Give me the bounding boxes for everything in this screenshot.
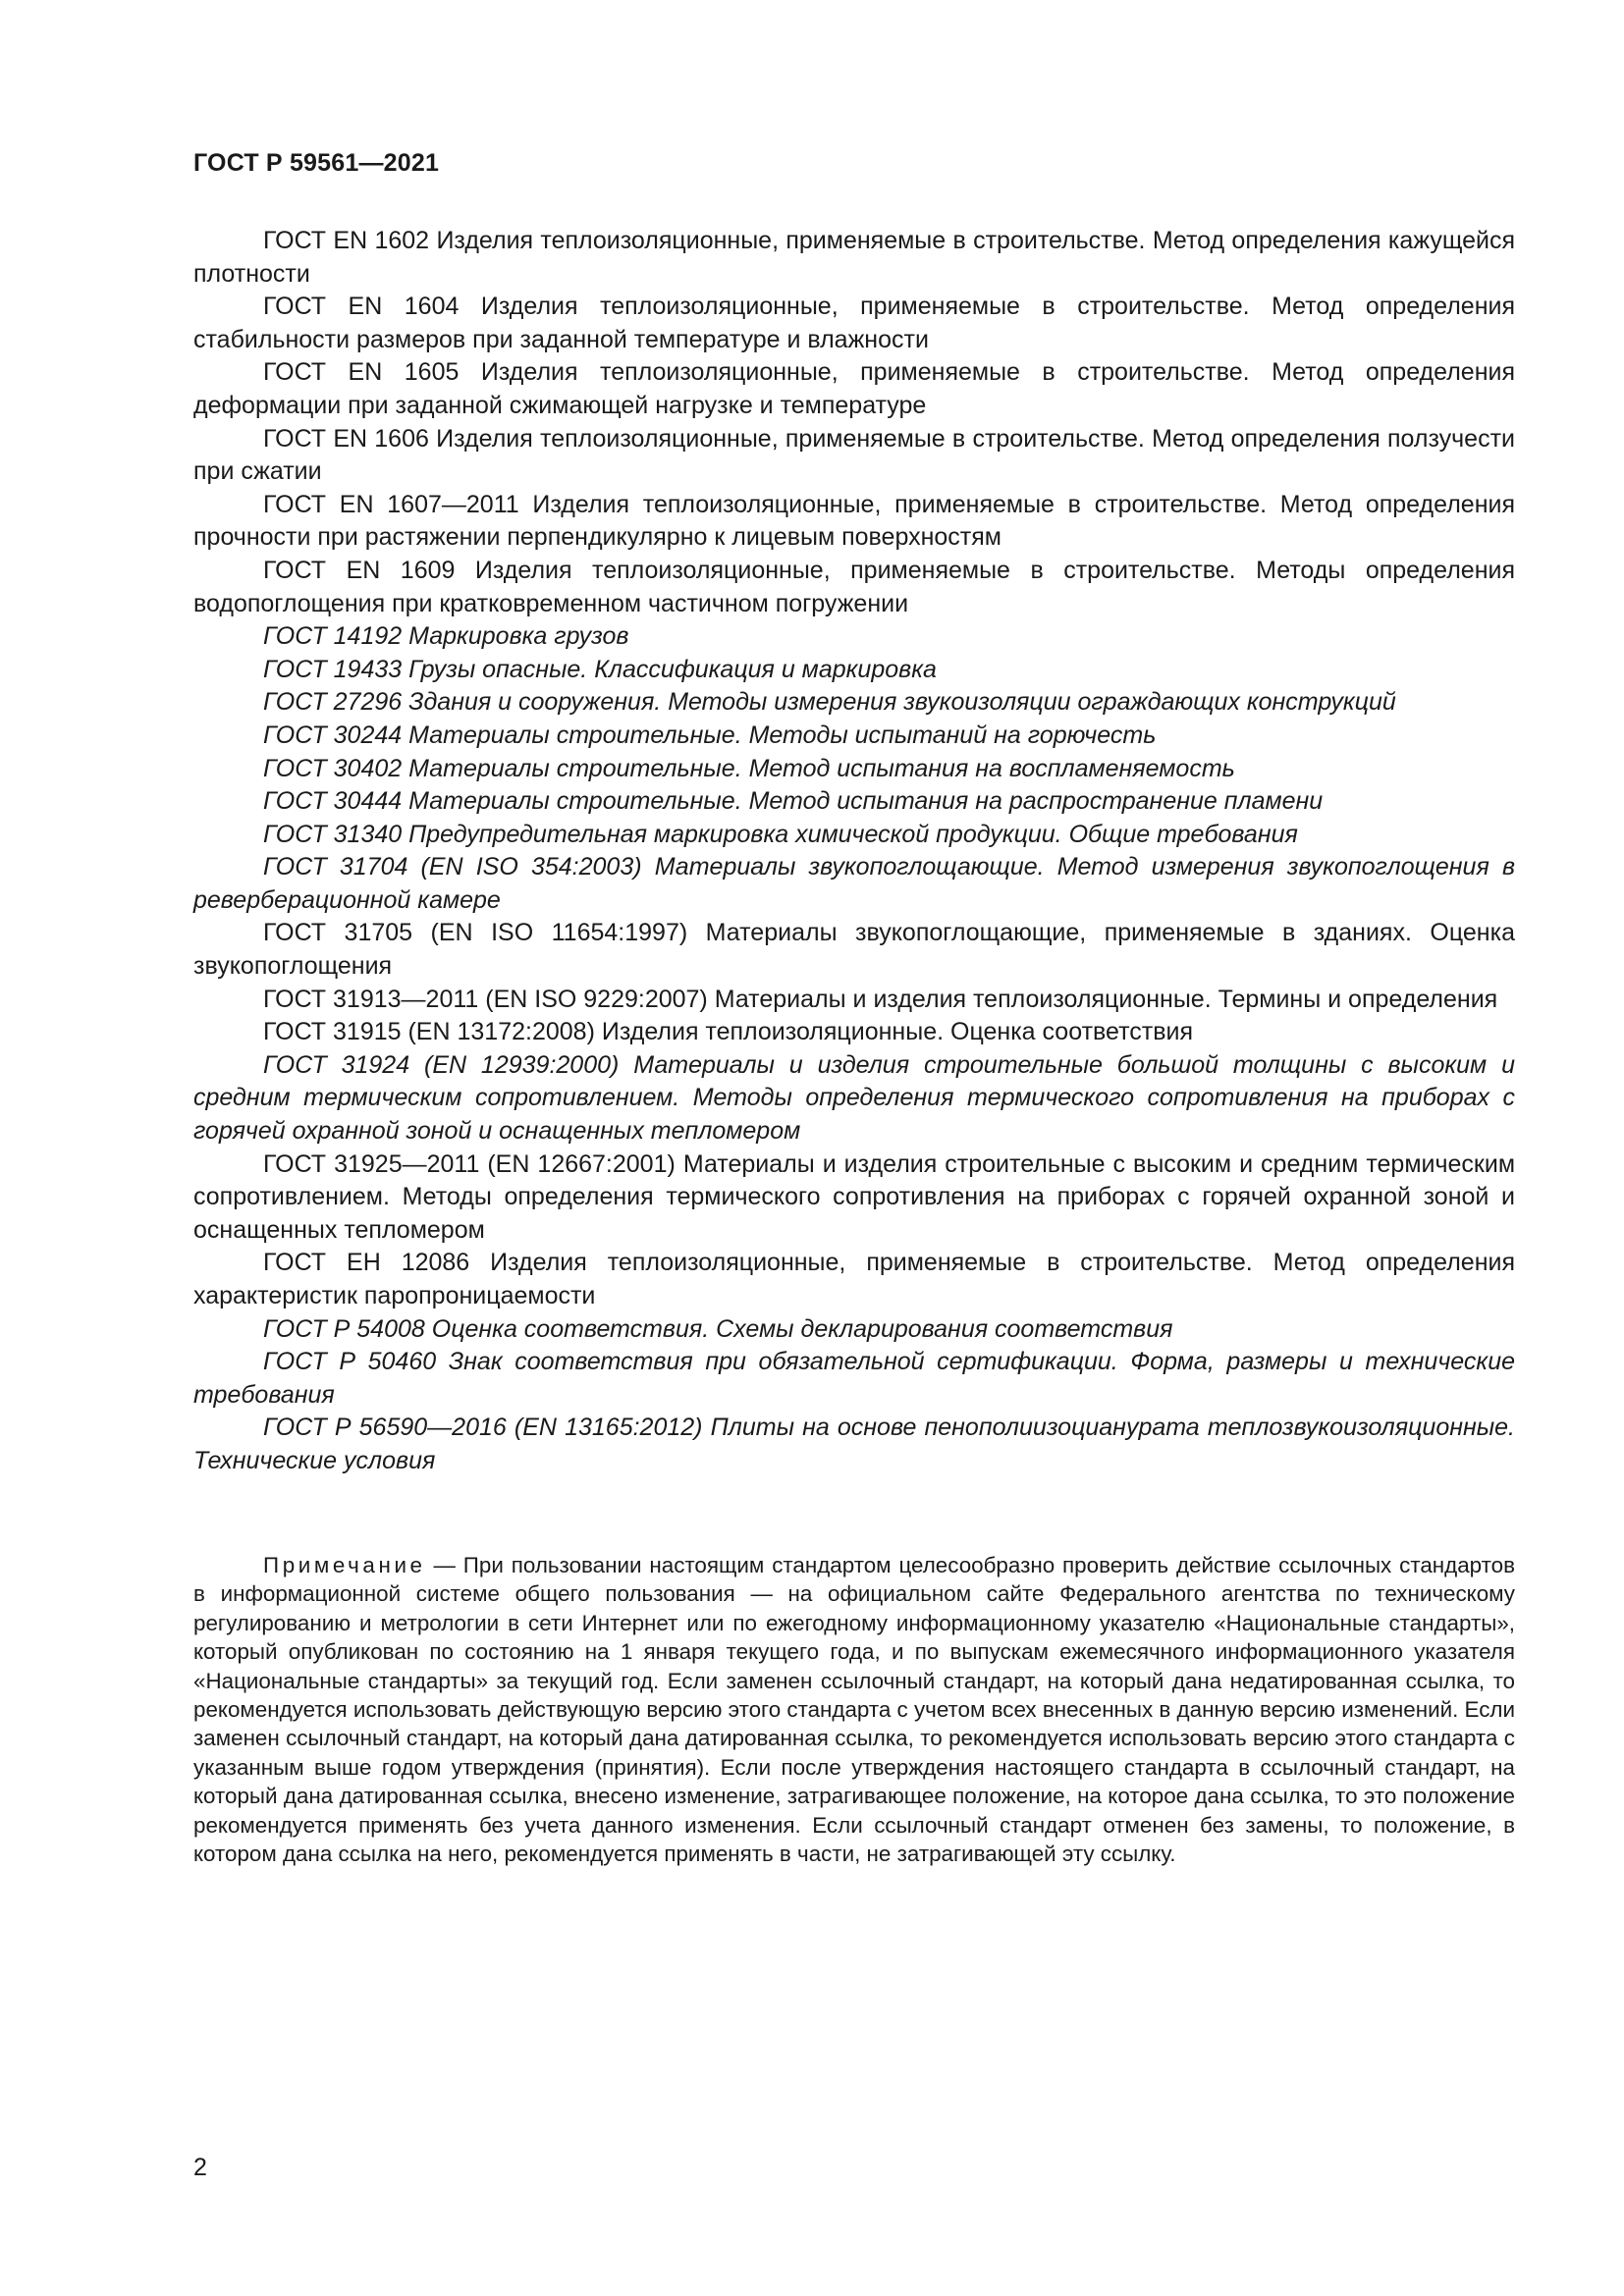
reference-title: Материалы и изделия строительные большой толщины с высоким и средним термическим сопротивлением. Методы определения термического сопротивления на приборах с горячей охранной зоной и оснащенных тепломером <box>193 1050 1515 1146</box>
reference-title: Материалы строительные. Метод испытания на распространение пламени <box>408 787 1324 816</box>
reference-title: Знак соответствия при обязательной сертификации. Форма, размеры и технические требования <box>193 1348 1516 1409</box>
reference-item <box>193 1148 1515 1248</box>
reference-title: Изделия теплоизоляционные, применяемые в строительстве. Метод определения стабильности размеров при заданной температуре и влажности <box>193 293 1516 353</box>
reference-code: ГОСТ 31925—2011 (EN 12667:2001) <box>263 1149 676 1178</box>
note-block <box>193 1551 1515 1868</box>
reference-item <box>193 785 1515 819</box>
reference-item <box>193 753 1515 786</box>
reference-code: ГОСТ 30402 <box>263 754 403 782</box>
reference-item <box>193 356 1515 422</box>
page-number: 2 <box>193 2154 207 2181</box>
reference-item <box>193 984 1515 1017</box>
reference-code: ГОСТ Р 50460 <box>263 1348 437 1376</box>
note-text: — При пользовании настоящим стандартом целесообразно проверить действие ссылочных стандартов в информационной системе общего пользования — на официальном сайте Федерального агентства по техническому регулированию и метрологии в сети Интернет или по ежегодному информационному указателю «Национальные стандарты», который опубликован по состоянию на 1 января текущего года, и по выпускам ежемесячного информационного указателя «Национальные стандарты» за текущий год. Если заменен ссылочный стандарт, на который дана недатированная ссылка, то рекомендуется использовать действующую версию этого стандарта с учетом всех внесенных в данную версию изменений. Если заменен ссылочный стандарт, на который дана датированная ссылка, то рекомендуется использовать версию этого стандарта с указанным выше годом утверждения (принятия). Если после утверждения настоящего стандарта в ссылочный стандарт, на который дана датированная ссылка, внесено изменение, затрагивающее положение, на которое дана ссылка, то это положение рекомендуется применять без учета данного изменения. Если ссылочный стандарт отменен без замены, то положение, в котором дана ссылка на него, рекомендуется применять в части, не затрагивающей эту ссылку. <box>193 1553 1515 1867</box>
reference-code: ГОСТ 31704 (EN ISO 354:2003) <box>263 853 642 881</box>
reference-code: ГОСТ EN 1604 <box>263 293 460 321</box>
reference-item <box>193 489 1515 555</box>
reference-item <box>193 851 1515 917</box>
reference-title: Изделия теплоизоляционные, применяемые в строительстве. Метод определения ползучести при сжатии <box>193 424 1516 486</box>
reference-code: ГОСТ 31340 <box>263 820 403 848</box>
reference-item <box>193 291 1515 356</box>
reference-item <box>193 819 1515 852</box>
reference-code: ГОСТ 31913—2011 (EN ISO 9229:2007) <box>263 985 708 1013</box>
reference-item <box>193 620 1515 654</box>
reference-item <box>193 686 1515 720</box>
reference-title: Изделия теплоизоляционные, применяемые в строительстве. Метод определения характеристик паропроницаемости <box>193 1249 1516 1309</box>
reference-code: ГОСТ 30444 <box>263 787 403 816</box>
reference-item <box>193 1313 1515 1347</box>
reference-code: ГОСТ Р 54008 <box>263 1314 425 1343</box>
reference-code: ГОСТ ЕН 12086 <box>263 1249 470 1277</box>
reference-item <box>193 720 1515 753</box>
reference-code: ГОСТ EN 1609 <box>263 556 456 584</box>
reference-title: Здания и сооружения. Методы измерения звукоизоляции ограждающих конструкций <box>408 688 1396 717</box>
reference-code: ГОСТ 31705 (EN ISO 11654:1997) <box>263 919 688 947</box>
reference-title: Предупредительная маркировка химической продукции. Общие требования <box>408 820 1298 848</box>
reference-item <box>193 225 1515 291</box>
reference-title: Материалы строительные. Метод испытания на воспламеняемость <box>408 754 1235 782</box>
reference-code: ГОСТ EN 1605 <box>263 358 460 387</box>
reference-title: Изделия теплоизоляционные, применяемые в строительстве. Метод определения деформации при заданной сжимающей нагрузке и температуре <box>193 358 1516 419</box>
reference-title: Оценка соответствия. Схемы декларирования соответствия <box>431 1314 1173 1343</box>
reference-item <box>193 1049 1515 1148</box>
reference-title: Изделия теплоизоляционные, применяемые в строительстве. Метод определения прочности при растяжении перпендикулярно к лицевым поверхностям <box>193 490 1515 552</box>
note-paragraph <box>193 1551 1515 1868</box>
references-list <box>193 225 1515 1478</box>
reference-title: Материалы и изделия строительные с высоким и средним термическим сопротивлением. Методы определения термического сопротивления на приборах с горячей охранной зоной и оснащенных тепломером <box>193 1149 1516 1244</box>
reference-title: Плиты на основе пенополиизоцианурата теплозвукоизоляционные. Технические условия <box>193 1414 1516 1474</box>
reference-code: ГОСТ 19433 <box>263 655 403 683</box>
reference-code: ГОСТ EN 1606 <box>263 424 429 453</box>
reference-code: ГОСТ 31915 (EN 13172:2008) <box>263 1018 595 1046</box>
reference-item <box>193 1247 1515 1312</box>
reference-code: ГОСТ 30244 <box>263 721 403 749</box>
reference-code: ГОСТ 14192 <box>263 622 403 651</box>
reference-item <box>193 1016 1515 1049</box>
reference-title: Изделия теплоизоляционные, применяемые в строительстве. Методы определения водопоглощения при кратковременном частичном погружении <box>193 556 1515 617</box>
reference-title: Материалы звукопоглощающие, применяемые в зданиях. Оценка звукопоглощения <box>193 919 1515 981</box>
reference-item <box>193 917 1515 983</box>
reference-item <box>193 423 1515 489</box>
reference-item <box>193 1412 1515 1477</box>
reference-code: ГОСТ EN 1602 <box>263 227 430 254</box>
reference-title: Изделия теплоизоляционные. Оценка соответствия <box>601 1018 1193 1046</box>
reference-title: Материалы строительные. Методы испытаний на горючесть <box>408 721 1157 749</box>
reference-item <box>193 1346 1515 1412</box>
reference-title: Маркировка грузов <box>408 622 629 651</box>
reference-title: Изделия теплоизоляционные, применяемые в строительстве. Метод определения кажущейся плотности <box>193 227 1516 288</box>
reference-title: Материалы звукопоглощающие. Метод измерения звукопоглощения в реверберационной камере <box>193 853 1515 914</box>
note-label: Примечание <box>263 1553 426 1577</box>
reference-item <box>193 654 1515 687</box>
reference-code: ГОСТ EN 1607—2011 <box>263 490 519 518</box>
reference-item <box>193 555 1515 620</box>
reference-code: ГОСТ Р 56590—2016 (EN 13165:2012) <box>263 1414 703 1442</box>
document-header: ГОСТ Р 59561—2021 <box>193 149 440 177</box>
reference-code: ГОСТ 31924 (EN 12939:2000) <box>263 1050 620 1079</box>
reference-title: Грузы опасные. Классификация и маркировка <box>408 655 937 683</box>
reference-title: Материалы и изделия теплоизоляционные. Термины и определения <box>714 985 1498 1013</box>
reference-code: ГОСТ 27296 <box>263 688 403 717</box>
